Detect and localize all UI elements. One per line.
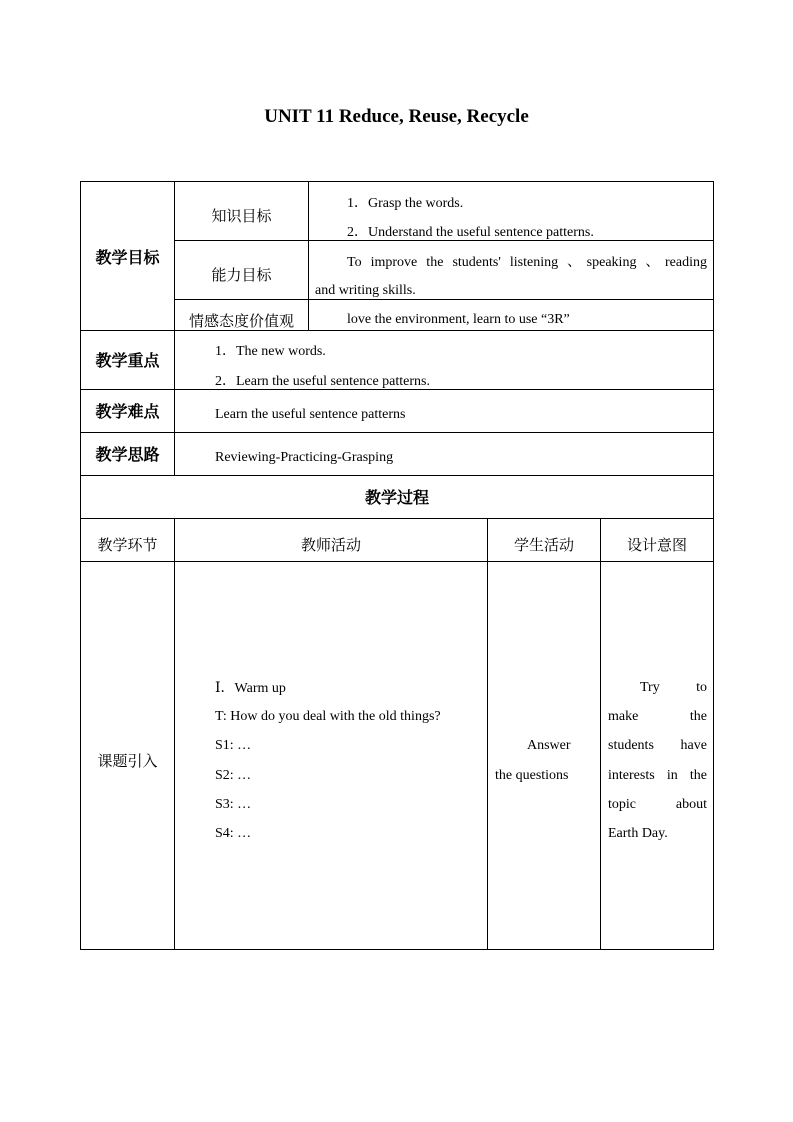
teacher-activity-line: S2: …: [215, 768, 252, 783]
teacher-activity-line: S3: …: [215, 797, 252, 812]
approach-text: Reviewing-Practicing-Grasping: [215, 450, 394, 465]
key-point-item: 2．Learn the useful sentence patterns.: [215, 374, 430, 389]
purpose-line: Earth Day.: [608, 826, 668, 841]
column-divider: [487, 518, 488, 950]
process-heading: 教学过程: [364, 488, 429, 507]
row-divider: [80, 561, 714, 562]
page-title: UNIT 11 Reduce, Reuse, Recycle: [264, 106, 529, 127]
student-activity-line: the questions: [495, 768, 569, 783]
knowledge-objective-item: 1．Grasp the words.: [347, 196, 464, 211]
table-border-top: [80, 181, 714, 182]
column-divider: [174, 518, 175, 950]
knowledge-objective-item: 2．Understand the useful sentence patterns.: [347, 225, 594, 240]
column-header-student: 学生活动: [513, 536, 574, 554]
row-divider: [174, 299, 714, 300]
column-header-teacher: 教师活动: [300, 536, 361, 554]
purpose-line: topic about: [608, 797, 707, 812]
ability-objective-text: and writing skills.: [315, 283, 416, 298]
purpose-line: make the: [608, 709, 707, 724]
table-border-left: [80, 181, 81, 950]
difficulties-text: Learn the useful sentence patterns: [215, 407, 406, 422]
purpose-line: Try to: [640, 680, 707, 695]
column-header-purpose: 设计意图: [626, 536, 687, 554]
difficulties-label: 教学难点: [95, 402, 160, 421]
purpose-line: students have: [608, 738, 707, 753]
student-activity-line: Answer: [527, 738, 571, 753]
objectives-label: 教学目标: [95, 248, 160, 267]
process-stage: 课题引入: [97, 752, 158, 770]
teacher-activity-line: T: How do you deal with the old things?: [215, 709, 441, 724]
ability-objective-text: To improve the students' listening 、speaking 、reading: [347, 255, 707, 270]
teacher-activity-line: S4: …: [215, 826, 252, 841]
attitude-objective-text: love the environment, learn to use “3R”: [347, 312, 570, 327]
column-divider: [308, 181, 309, 330]
key-points-label: 教学重点: [95, 351, 160, 370]
purpose-line: interests in the: [608, 768, 707, 783]
row-divider: [80, 432, 714, 433]
teacher-activity-line: S1: …: [215, 738, 252, 753]
knowledge-objective-label: 知识目标: [211, 207, 272, 225]
table-border-bottom: [80, 949, 714, 950]
row-divider: [80, 475, 714, 476]
teacher-activity-line: Ⅰ．Warm up: [215, 681, 286, 696]
attitude-objective-label: 情感态度价值观: [188, 312, 294, 330]
table-border-right: [713, 181, 714, 950]
approach-label: 教学思路: [95, 445, 160, 464]
ability-objective-label: 能力目标: [211, 266, 272, 284]
column-divider: [600, 518, 601, 950]
row-divider: [80, 518, 714, 519]
column-header-stage: 教学环节: [97, 536, 158, 554]
key-point-item: 1．The new words.: [215, 344, 326, 359]
